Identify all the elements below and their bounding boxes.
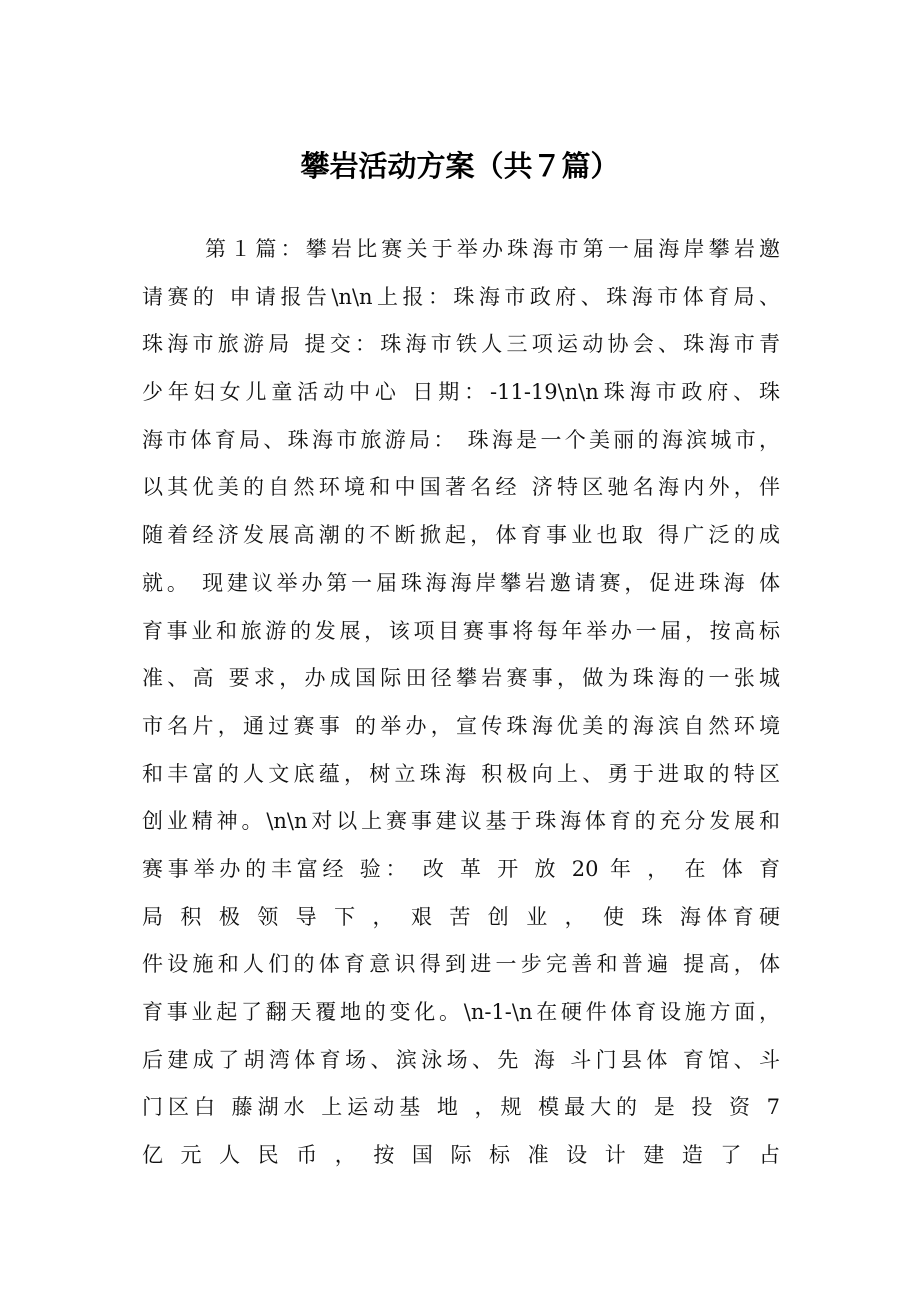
text-line: 市名片，通过赛事 的举办，宣传珠海优美的海滨自然环境	[142, 713, 780, 738]
text-line: 亿 元 人 民 币 ， 按 国 际 标 准 设 计 建 造 了 占	[142, 1143, 780, 1168]
text-line: 门区白 藤湖水 上运动基 地 ，规 模最大的 是 投 资 7	[142, 1095, 780, 1120]
text-line: 件设施和人们的体育意识得到进一步完善和普遍 提高，体	[142, 952, 780, 977]
document-body	[142, 226, 780, 1180]
text-line: 育事业起了翻天覆地的变化。\n-1-\n在硬件体育设施方面，	[142, 1000, 780, 1024]
text-line: 珠海市旅游局 提交：珠海市铁人三项运动协会、珠海市青	[142, 332, 780, 357]
text-line: 随着经济发展高潮的不断掀起，体育事业也取 得广泛的成	[142, 523, 780, 548]
text-line: 第１篇：攀岩比赛关于举办珠海市第一届海岸攀岩邀	[205, 237, 780, 261]
text-line: 创业精神。\n\n对以上赛事建议基于珠海体育的充分发展和	[142, 809, 780, 834]
text-line: 育事业和旅游的发展，该项目赛事将每年举办一届，按高标	[142, 618, 780, 643]
document-title: 攀岩活动方案（共７篇）	[300, 149, 620, 183]
text-line: 准、高 要求，办成国际田径攀岩赛事，做为珠海的一张城	[142, 666, 780, 691]
text-line: 就。 现建议举办第一届珠海海岸攀岩邀请赛，促进珠海 体	[142, 570, 780, 595]
text-line: 以其优美的自然环境和中国著名经 济特区驰名海内外，伴	[142, 475, 780, 500]
text-line: 后建成了胡湾体育场、滨泳场、先 海 斗门县体 育馆、斗	[142, 1047, 780, 1072]
text-line: 请赛的 申请报告\n\n上报：珠海市政府、珠海市体育局、	[142, 284, 780, 309]
text-line: 赛事举办的丰富经 验： 改 革 开 放 20 年 ， 在 体 育	[142, 856, 780, 881]
text-line: 少年妇女儿童活动中心 日期：-11-19\n\n珠海市政府、珠	[142, 380, 780, 405]
text-line: 海市体育局、珠海市旅游局： 珠海是一个美丽的海滨城市，	[142, 427, 780, 452]
text-line: 和丰富的人文底蕴，树立珠海 积极向上、勇于进取的特区	[142, 761, 780, 786]
text-line: 局 积 极 领 导 下 ， 艰 苦 创 业 ， 使 珠 海体育硬	[142, 904, 780, 929]
